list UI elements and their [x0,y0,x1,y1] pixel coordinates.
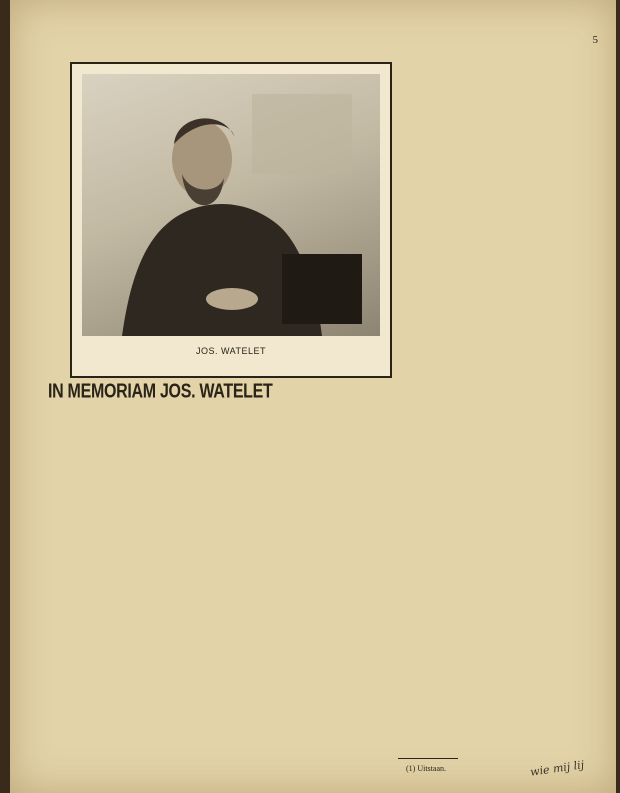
page [10,0,616,793]
footnote-divider [398,758,458,759]
portrait-photo [82,74,380,336]
article-body [48,410,588,750]
footnote: (1) Uitstaan. [406,764,446,773]
page-number: 5 [592,34,598,46]
article-headline: IN MEMORIAM JOS. WATELET [48,381,273,403]
portrait-figure-icon [82,74,380,336]
photo-caption: JOS. WATELET [195,346,266,356]
photo-frame [70,62,392,378]
handwritten-note: wie mij lij [529,758,585,779]
